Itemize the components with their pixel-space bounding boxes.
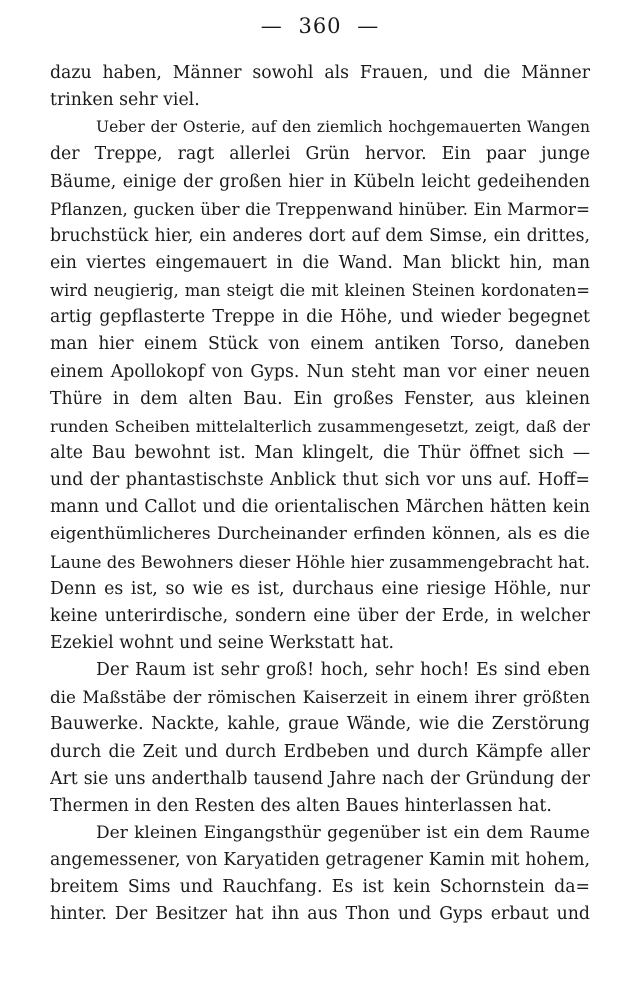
text-line: Der kleinen Eingangsthür gegenüber ist ein dem Raume <box>96 822 590 843</box>
text-line: artig gepflasterte Treppe in die Höhe, und wieder begegnet <box>50 307 590 328</box>
text-line: trinken sehr viel. <box>50 90 200 111</box>
body-text <box>50 60 590 929</box>
text-line: Thüre in dem alten Bau. Ein großes Fenster, aus kleinen <box>50 388 590 409</box>
text-line: die Maßstäbe der römischen Kaiserzeit in einem ihrer größten <box>50 687 590 708</box>
text-line: keine unterirdische, sondern eine über der Erde, in welcher <box>50 605 590 626</box>
header-dash-left: — <box>260 14 283 38</box>
text-line: bruchstück hier, ein anderes dort auf dem Simse, ein drittes, <box>50 225 590 246</box>
text-line: wird neugierig, man steigt die mit kleinen Steinen kordonaten= <box>50 281 590 301</box>
text-line: Art sie uns anderthalb tausend Jahre nach der Gründung der <box>50 768 590 789</box>
text-line: Thermen in den Resten des alten Baues hinterlassen hat. <box>50 795 552 816</box>
text-line: einem Apollokopf von Gyps. Nun steht man vor einer neuen <box>50 361 590 382</box>
text-line: mann und Callot und die orientalischen Märchen hätten kein <box>50 497 590 518</box>
text-line: runden Scheiben mittelalterlich zusammengesetzt, zeigt, daß der <box>50 416 590 436</box>
text-line: Laune des Bewohners dieser Höhle hier zusammengebracht hat. <box>50 552 590 572</box>
header-dash-right: — <box>357 14 380 38</box>
page-header <box>0 14 640 38</box>
text-line: der Treppe, ragt allerlei Grün hervor. Ein paar junge <box>50 144 590 165</box>
text-line: Denn es ist, so wie es ist, durchaus eine riesige Höhle, nur <box>50 578 590 599</box>
text-line: alte Bau bewohnt ist. Man klingelt, die Thür öffnet sich — <box>50 442 590 463</box>
text-line: breitem Sims und Rauchfang. Es ist kein Schornstein da= <box>50 877 590 898</box>
text-line: Ueber der Osterie, auf den ziemlich hochgemauerten Wangen <box>96 118 590 137</box>
text-line: Bäume, einige der großen hier in Kübeln leicht gedeihenden <box>50 171 590 192</box>
page-number: 360 <box>298 14 342 38</box>
text-line: Pflanzen, gucken über die Treppenwand hinüber. Ein Marmor= <box>50 198 590 219</box>
text-line: man hier einem Stück von einem antiken Torso, daneben <box>50 334 590 355</box>
text-line: angemessener, von Karyatiden getragener Kamin mit hohem, <box>50 850 590 871</box>
text-line: ein viertes eingemauert in die Wand. Man blickt hin, man <box>50 252 590 273</box>
text-line: durch die Zeit und durch Erdbeben und durch Kämpfe aller <box>50 741 590 762</box>
text-line: Ezekiel wohnt und seine Werkstatt hat. <box>50 632 395 653</box>
text-line: eigenthümlicheres Durcheinander erfinden können, als es die <box>50 524 590 545</box>
text-line: und der phantastischste Anblick thut sich vor uns auf. Hoff= <box>50 470 590 491</box>
text-line: Bauwerke. Nackte, kahle, graue Wände, wie die Zerstörung <box>50 714 590 735</box>
text-line: Der Raum ist sehr groß! hoch, sehr hoch! Es sind eben <box>96 660 590 681</box>
text-line: dazu haben, Männer sowohl als Frauen, und die Männer <box>50 63 590 83</box>
text-line: hinter. Der Besitzer hat ihn aus Thon und Gyps erbaut und <box>50 904 590 925</box>
